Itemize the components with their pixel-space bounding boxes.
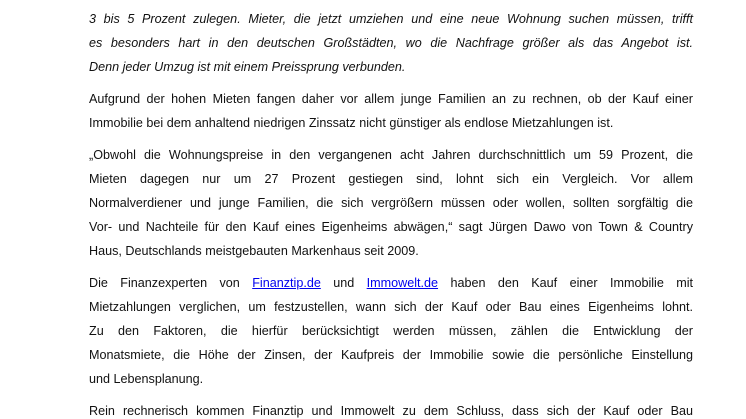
experts-line-3: Zu den Faktoren, die hierfür berücksichtigt werden müssen, zählen die Entwicklung der	[89, 324, 693, 338]
intro-line-3: Denn jeder Umzug ist mit einem Preissprung verbunden.	[89, 60, 406, 74]
intro-line-2: es besonders hart in den deutschen Großstädten, wo die Nachfrage größer als das Angebot ist.	[89, 36, 693, 50]
experts-line-2: Mietzahlungen verglichen, um festzustellen, wann sich der Kauf oder Bau eines Eigenheims lohnt.	[89, 300, 693, 314]
conclusion-line-1: Rein rechnerisch kommen Finanztip und Immowelt zu dem Schluss, dass sich der Kauf oder Bau	[89, 404, 693, 418]
families-line-2: Immobilie bei dem anhaltend niedrigen Zinssatz nicht günstiger als endlose Mietzahlungen ist.	[89, 116, 614, 130]
experts-text-suffix: haben den Kauf einer Immobilie mit	[450, 276, 694, 290]
quote-line-4: Vor- und Nachteile für den Kauf eines Eigenheims abwägen,“ sagt Jürgen Dawo von Town & Country	[89, 220, 693, 234]
experts-line-5: und Lebensplanung.	[89, 372, 204, 386]
experts-line-1	[89, 275, 693, 291]
experts-text-middle: und	[333, 276, 355, 290]
families-line-1: Aufgrund der hohen Mieten fangen daher vor allem junge Familien an zu rechnen, ob der Kauf einer	[89, 92, 693, 106]
quote-line-5: Haus, Deutschlands meistgebauten Markenhaus seit 2009.	[89, 244, 419, 258]
experts-text-prefix: Die Finanzexperten von	[89, 276, 240, 290]
quote-line-2: Mieten dagegen nur um 27 Prozent gestiegen sind, lohnt sich ein Vergleich. Vor allem	[89, 172, 693, 186]
experts-line-4: Monatsmiete, die Höhe der Zinsen, der Kaufpreis der Immobilie sowie die persönliche Einstellung	[89, 348, 693, 362]
quote-line-1: „Obwohl die Wohnungspreise in den vergangenen acht Jahren durchschnittlich um 59 Prozent, die	[89, 148, 693, 162]
finanztip-link[interactable]: Finanztip.de	[252, 276, 321, 290]
intro-line-1: 3 bis 5 Prozent zulegen. Mieter, die jetzt umziehen und eine neue Wohnung suchen müssen, trifft	[89, 12, 693, 26]
immowelt-link[interactable]: Immowelt.de	[366, 276, 439, 290]
quote-line-3: Normalverdiener und junge Familien, die sich vergrößern müssen oder wollen, sollten sorgfältig die	[89, 196, 693, 210]
